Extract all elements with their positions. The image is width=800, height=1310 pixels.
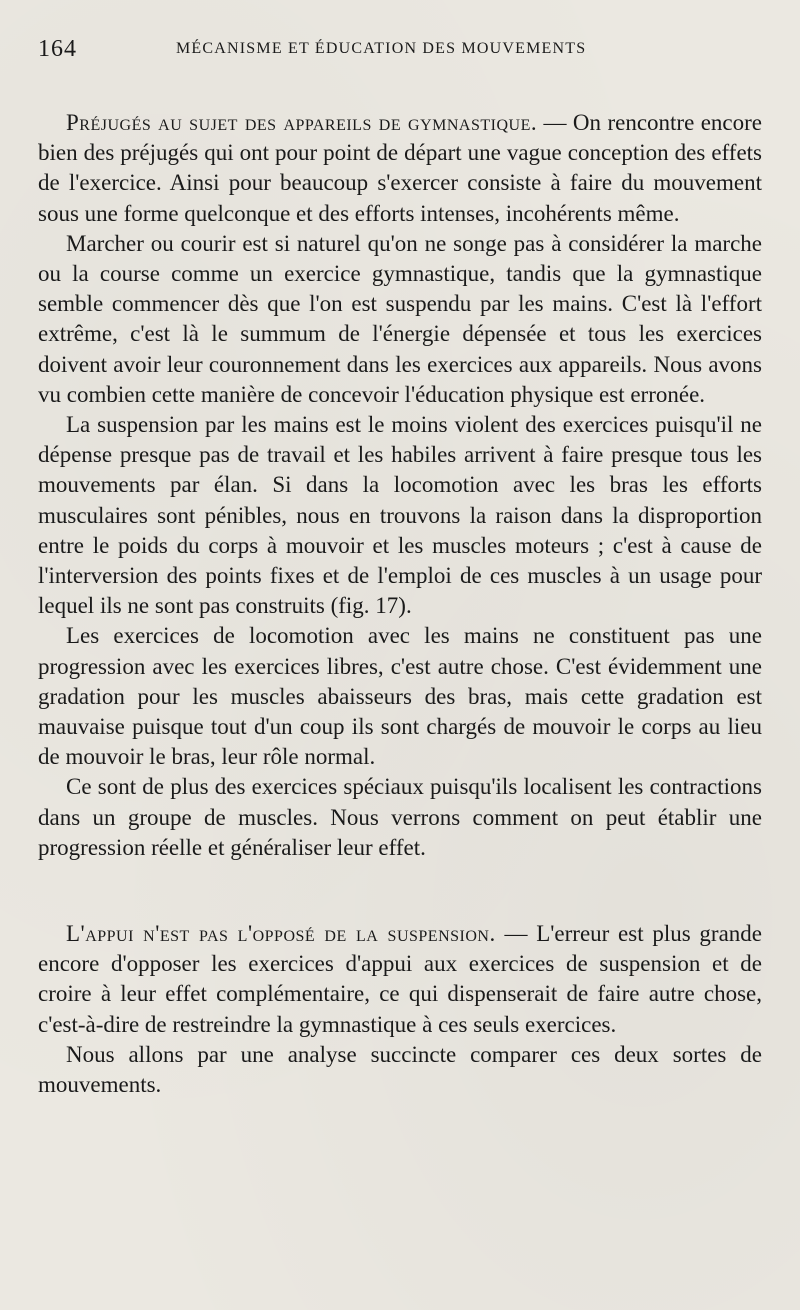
page-number: 164 — [38, 36, 77, 62]
paragraph: Les exercices de locomotion avec les mains ne constituent pas une progression avec les exercices libres, c'est autre chose. C'est évidemment une gradation pour les muscles abaisseurs des bras, mais cette gradation est mauvaise puisque tout d'un coup ils sont chargés de mouvoir le corps au lieu de mouvoir le bras, leur rôle normal. — [38, 623, 762, 770]
paragraph: Marcher ou courir est si naturel qu'on ne songe pas à considérer la marche ou la course comme un exercice gymnastique, tandis que la gymnastique semble commencer dès que l'on est suspendu par les mains. C'est là l'effort extrême, c'est là le summum de l'énergie dépensée et tous les exercices doivent avoir leur couronnement dans les exercices aux appareils. Nous avons vu combien cette manière de concevoir l'éducation physique est erronée. — [38, 230, 762, 407]
paragraph: Nous allons par une analyse succincte comparer ces deux sortes de mouvements. — [38, 1041, 762, 1098]
section-heading: Préjugés au sujet des appareils de gymnastique. — [66, 110, 538, 135]
running-header — [38, 30, 762, 64]
section-appui — [38, 919, 762, 1100]
paragraph: Ce sont de plus des exercices spéciaux puisqu'ils localisent les contractions dans un groupe de muscles. Nous verrons comment on peut établir une progression réelle et généraliser leur effet. — [38, 774, 762, 860]
running-title: MÉCANISME ET ÉDUCATION DES MOUVEMENTS — [176, 40, 587, 57]
paragraph-text: — On rencontre encore bien des préjugés qui ont pour point de départ une vague conception des effets de l'exercice. Ainsi pour beaucoup s'exercer consiste à faire du mouvement sous une forme quelconque et des efforts intenses, incohérents même. — [38, 110, 762, 226]
section-heading: L'appui n'est pas l'opposé de la suspension. — [66, 921, 496, 947]
paragraph: La suspension par les mains est le moins violent des exercices puisqu'il ne dépense presque pas de travail et les habiles arrivent à faire presque tous les mouvements par élan. Si dans la locomotion avec les bras les efforts musculaires sont pénibles, nous en trouvons la raison dans la disproportion entre le poids du corps à mouvoir et les muscles moteurs ; c'est à cause de l'interversion des points fixes et de l'emploi de ces muscles à un usage pour lequel ils ne sont pas construits (fig. 17). — [38, 412, 762, 619]
paragraph — [38, 919, 762, 1040]
paragraph-text: — L'erreur est plus grande encore d'opposer les exercices d'appui aux exercices de suspension et de croire à leur effet complémentaire, ce qui dispenserait de faire autre chose, c'est-à-dire de restreindre la gymnastique à ces seuls exercices. — [38, 921, 762, 1037]
paragraph — [38, 108, 762, 229]
section-prejuges — [38, 108, 762, 863]
